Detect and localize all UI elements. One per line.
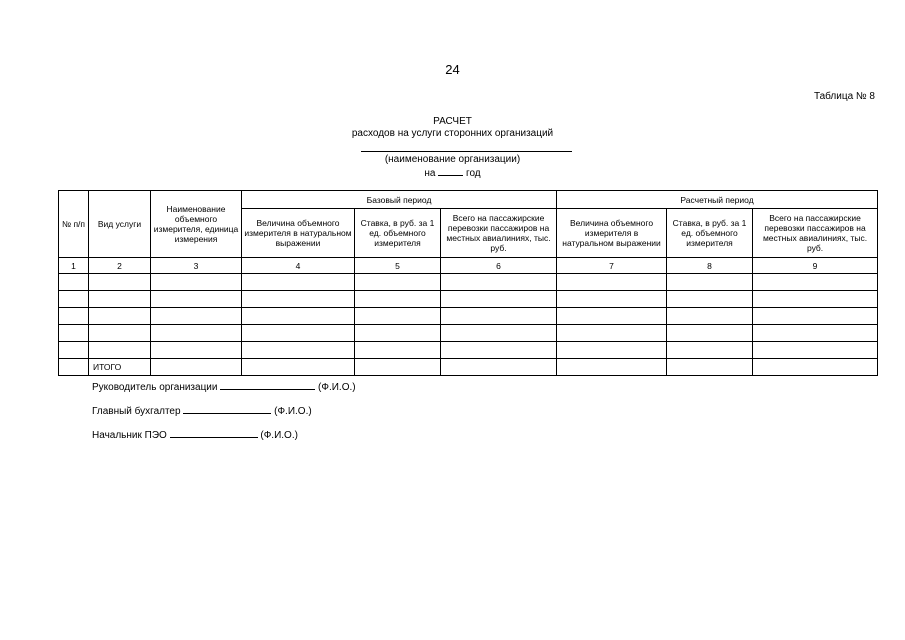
signature-suffix: (Ф.И.О.) [260, 430, 298, 441]
signature-suffix: (Ф.И.О.) [318, 382, 356, 393]
header-base-period: Базовый период [242, 191, 557, 209]
date-suffix: год [466, 168, 481, 179]
column-number: 5 [355, 258, 441, 274]
year-blank [438, 166, 463, 176]
header-base-total: Всего на пассажирские перевозки пассажиров на местных авиалиниях, тыс. руб. [441, 209, 557, 258]
column-number: 3 [151, 258, 242, 274]
signature-label: Главный бухгалтер [92, 406, 181, 417]
header-calc-volume: Величина объемного измерителя в натуральном выражении [557, 209, 667, 258]
column-number: 4 [242, 258, 355, 274]
signature-director [92, 380, 356, 393]
column-number: 6 [441, 258, 557, 274]
table-row [59, 342, 878, 359]
header-num: № п/п [59, 191, 89, 258]
signature-suffix: (Ф.И.О.) [274, 406, 312, 417]
date-prefix: на [424, 168, 436, 179]
column-number: 9 [753, 258, 878, 274]
column-number: 1 [59, 258, 89, 274]
signature-line [183, 404, 271, 414]
table-row [59, 274, 878, 291]
signature-label: Руководитель организации [92, 382, 218, 393]
document-title: РАСЧЕТ [433, 116, 472, 127]
signature-label: Начальник ПЭО [92, 430, 167, 441]
table-number: Таблица № 8 [813, 91, 875, 102]
date-line [0, 166, 905, 180]
signature-peo-head [92, 428, 298, 441]
organization-caption: (наименование организации) [384, 154, 521, 165]
header-calc-period: Расчетный период [557, 191, 878, 209]
document-subtitle: расходов на услуги сторонних организаций [351, 128, 554, 139]
header-calc-total: Всего на пассажирские перевозки пассажиров на местных авиалиниях, тыс. руб. [753, 209, 878, 258]
column-number: 7 [557, 258, 667, 274]
table-row [59, 325, 878, 342]
column-number: 2 [89, 258, 151, 274]
total-label: ИТОГО [89, 359, 151, 376]
table-row [59, 291, 878, 308]
page-number: 24 [445, 62, 460, 77]
header-service: Вид услуги [89, 191, 151, 258]
signature-chief-accountant [92, 404, 312, 417]
column-number-row [59, 258, 878, 274]
expense-table [58, 190, 878, 376]
header-calc-rate: Ставка, в руб. за 1 ед. объемного измерителя [667, 209, 753, 258]
table-row [59, 308, 878, 325]
header-base-volume: Величина объемного измерителя в натуральном выражении [242, 209, 355, 258]
header-base-rate: Ставка, в руб. за 1 ед. объемного измерителя [355, 209, 441, 258]
organization-name-line [361, 151, 572, 152]
signature-line [170, 428, 258, 438]
signature-line [220, 380, 315, 390]
total-row [59, 359, 878, 376]
header-unit: Наименование объемного измерителя, единица измерения [151, 191, 242, 258]
column-number: 8 [667, 258, 753, 274]
